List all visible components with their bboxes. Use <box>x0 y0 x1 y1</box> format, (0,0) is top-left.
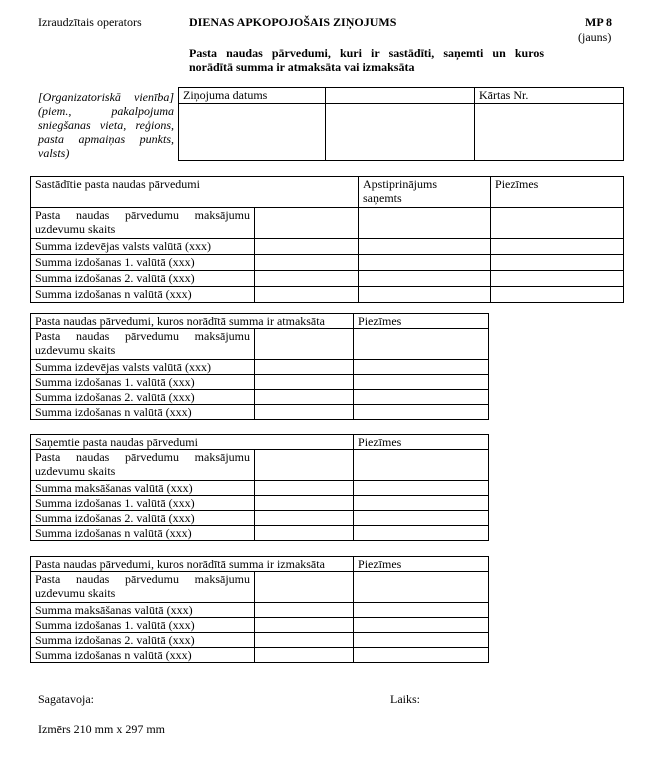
table-row <box>31 481 489 496</box>
notes-cell[interactable] <box>354 360 489 375</box>
notes-cell[interactable] <box>354 526 489 541</box>
value-cell[interactable] <box>255 255 359 271</box>
table-row <box>31 271 624 287</box>
notes-cell[interactable] <box>354 329 489 360</box>
value-cell[interactable] <box>255 603 354 618</box>
serial-no-label: Kārtas Nr. <box>475 88 624 104</box>
notes-cell[interactable] <box>354 511 489 526</box>
notes-cell[interactable] <box>354 603 489 618</box>
row-label: Summa maksāšanas valūtā (xxx) <box>31 603 255 618</box>
refunded-transfers-table <box>30 313 489 420</box>
form-code: MP 8 <box>585 15 612 29</box>
row-label: Summa izdevējas valsts valūtā (xxx) <box>31 239 255 255</box>
table-row <box>31 511 489 526</box>
row-label: Summa maksāšanas valūtā (xxx) <box>31 481 255 496</box>
table-row <box>31 208 624 239</box>
value-cell[interactable] <box>255 329 354 360</box>
table-row <box>31 360 489 375</box>
row-label: Summa izdošanas n valūtā (xxx) <box>31 287 255 303</box>
notes-cell[interactable] <box>354 572 489 603</box>
row-label: Summa izdošanas 2. valūtā (xxx) <box>31 511 255 526</box>
confirmation-cell[interactable] <box>359 287 491 303</box>
report-date-cell[interactable] <box>179 104 326 161</box>
table1-notes-label: Piezīmes <box>491 177 624 208</box>
confirmation-cell[interactable] <box>359 255 491 271</box>
report-info-table <box>178 87 624 161</box>
value-cell[interactable] <box>255 208 359 239</box>
notes-cell[interactable] <box>491 271 624 287</box>
notes-cell[interactable] <box>354 618 489 633</box>
table3-notes-label: Piezīmes <box>354 435 489 450</box>
table-row <box>31 526 489 541</box>
report-date-value[interactable] <box>326 88 475 104</box>
table-row <box>31 287 624 303</box>
notes-cell[interactable] <box>354 648 489 663</box>
table-row <box>31 618 489 633</box>
paid-out-transfers-table <box>30 556 489 663</box>
row-label: Summa izdošanas n valūtā (xxx) <box>31 526 255 541</box>
org-unit-line5: valsts) <box>38 146 70 160</box>
confirmation-cell[interactable] <box>359 208 491 239</box>
value-cell[interactable] <box>255 648 354 663</box>
document-title: DIENAS APKOPOJOŠAIS ZIŅOJUMS <box>189 15 397 29</box>
value-cell[interactable] <box>255 481 354 496</box>
value-cell[interactable] <box>255 239 359 255</box>
value-cell[interactable] <box>255 360 354 375</box>
table4-notes-label: Piezīmes <box>354 557 489 572</box>
form-note: (jauns) <box>578 30 612 44</box>
table2-header: Pasta naudas pārvedumi, kuros norādītā summa ir atmaksāta <box>31 314 354 329</box>
value-cell[interactable] <box>255 511 354 526</box>
org-unit-line1: [Organizatoriskā vienība] <box>38 90 174 104</box>
report-date-cell-2[interactable] <box>326 104 475 161</box>
subtitle-line1: Pasta naudas pārvedumi, kuri ir sastādīti, saņemti un kuros <box>189 46 544 60</box>
value-cell[interactable] <box>255 405 354 420</box>
table-row <box>31 390 489 405</box>
value-cell[interactable] <box>255 390 354 405</box>
notes-cell[interactable] <box>354 633 489 648</box>
notes-cell[interactable] <box>354 481 489 496</box>
table-row <box>31 255 624 271</box>
row-label: Summa izdošanas 1. valūtā (xxx) <box>31 375 255 390</box>
table-row <box>31 375 489 390</box>
table-row <box>31 648 489 663</box>
table-row <box>31 239 624 255</box>
org-unit-line3: sniegšanas vieta, reģions, <box>38 118 174 132</box>
row-label: Summa izdošanas n valūtā (xxx) <box>31 405 255 420</box>
confirmation-cell[interactable] <box>359 239 491 255</box>
value-cell[interactable] <box>255 633 354 648</box>
value-cell[interactable] <box>255 526 354 541</box>
row-label: Summa izdevējas valsts valūtā (xxx) <box>31 360 255 375</box>
row-label: Summa izdošanas 2. valūtā (xxx) <box>31 271 255 287</box>
table-row <box>31 496 489 511</box>
value-cell[interactable] <box>255 271 359 287</box>
row-label: Summa izdošanas 1. valūtā (xxx) <box>31 255 255 271</box>
table4-header: Pasta naudas pārvedumi, kuros norādītā summa ir izmaksāta <box>31 557 354 572</box>
value-cell[interactable] <box>255 287 359 303</box>
report-date-label: Ziņojuma datums <box>179 88 326 104</box>
notes-cell[interactable] <box>354 450 489 481</box>
value-cell[interactable] <box>255 618 354 633</box>
notes-cell[interactable] <box>491 255 624 271</box>
row-label: Summa izdošanas 1. valūtā (xxx) <box>31 618 255 633</box>
notes-cell[interactable] <box>491 239 624 255</box>
table-row <box>31 405 489 420</box>
org-unit-line2: (piem., pakalpojuma <box>38 104 174 118</box>
received-transfers-table <box>30 434 489 541</box>
table1-confirmation-label: Apstiprinājums saņemts <box>359 177 491 208</box>
prepared-by-label: Sagatavoja: <box>38 692 94 706</box>
row-label: Pasta naudas pārvedumu maksājumu uzdevumu skaits <box>31 572 255 603</box>
table3-header: Saņemtie pasta naudas pārvedumi <box>31 435 354 450</box>
issued-transfers-table <box>30 176 624 303</box>
table-row <box>31 603 489 618</box>
notes-cell[interactable] <box>354 496 489 511</box>
serial-no-value[interactable] <box>475 104 624 161</box>
notes-cell[interactable] <box>354 405 489 420</box>
table-row <box>31 450 489 481</box>
table-row <box>31 633 489 648</box>
value-cell[interactable] <box>255 572 354 603</box>
table1-header: Sastādītie pasta naudas pārvedumi <box>31 177 359 208</box>
notes-cell[interactable] <box>491 208 624 239</box>
table2-notes-label: Piezīmes <box>354 314 489 329</box>
value-cell[interactable] <box>255 496 354 511</box>
table-row <box>31 572 489 603</box>
notes-cell[interactable] <box>354 390 489 405</box>
row-label: Summa izdošanas 1. valūtā (xxx) <box>31 496 255 511</box>
org-unit-line4: pasta apmaiņas punkts, <box>38 132 174 146</box>
row-label: Summa izdošanas 2. valūtā (xxx) <box>31 633 255 648</box>
size-note: Izmērs 210 mm x 297 mm <box>38 722 165 736</box>
value-cell[interactable] <box>255 375 354 390</box>
table-row <box>31 329 489 360</box>
value-cell[interactable] <box>255 450 354 481</box>
row-label: Pasta naudas pārvedumu maksājumu uzdevumu skaits <box>31 208 255 239</box>
row-label: Pasta naudas pārvedumu maksājumu uzdevumu skaits <box>31 329 255 360</box>
row-label: Summa izdošanas 2. valūtā (xxx) <box>31 390 255 405</box>
subtitle-line2: norādītā summa ir atmaksāta vai izmaksāta <box>189 60 415 74</box>
issuer-label: Izraudzītais operators <box>38 15 142 29</box>
notes-cell[interactable] <box>354 375 489 390</box>
notes-cell[interactable] <box>491 287 624 303</box>
row-label: Pasta naudas pārvedumu maksājumu uzdevumu skaits <box>31 450 255 481</box>
row-label: Summa izdošanas n valūtā (xxx) <box>31 648 255 663</box>
confirmation-cell[interactable] <box>359 271 491 287</box>
time-label: Laiks: <box>390 692 420 706</box>
